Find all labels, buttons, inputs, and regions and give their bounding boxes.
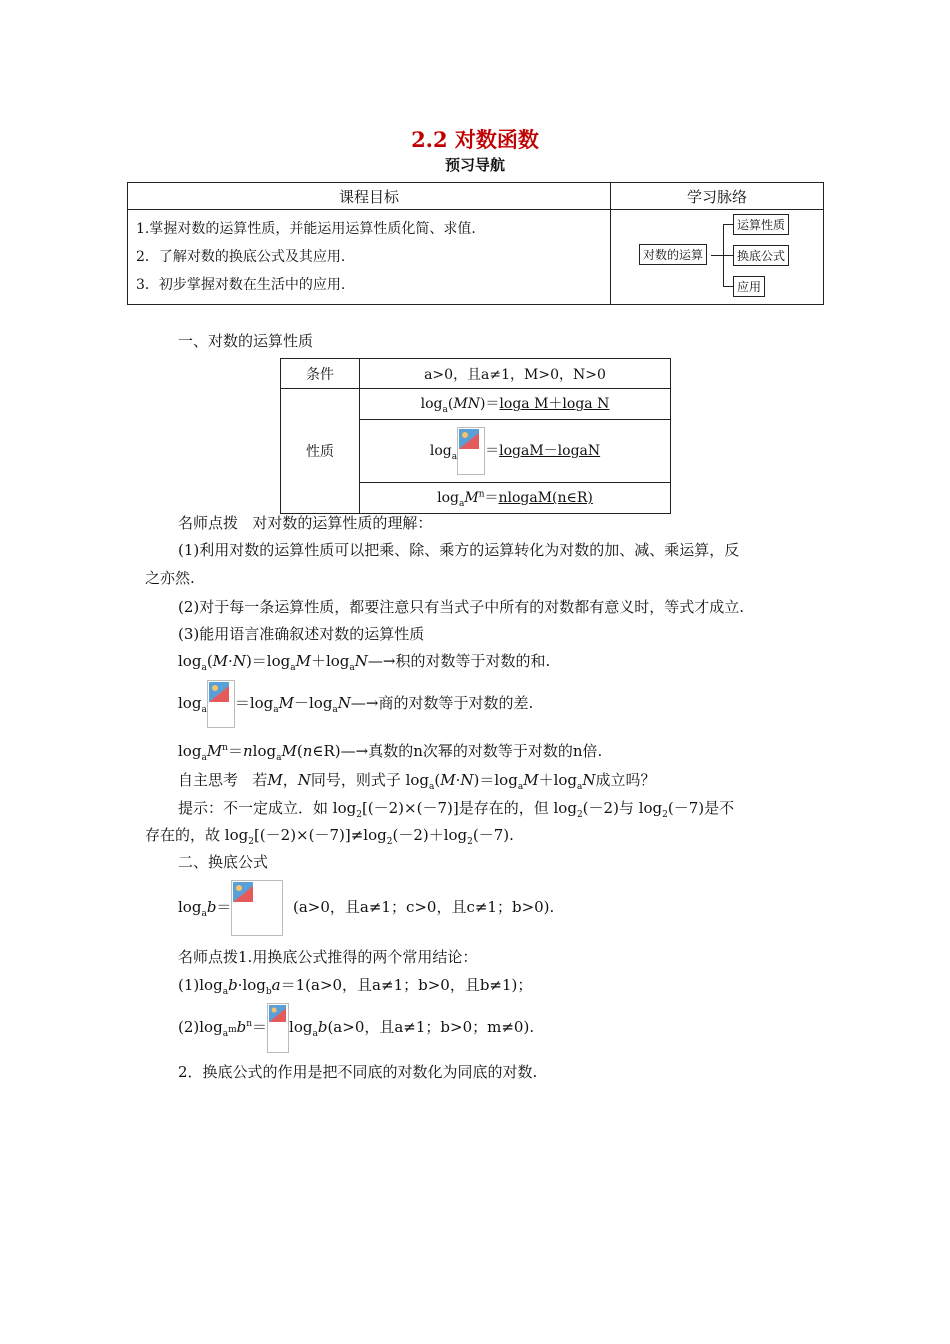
- rule-power: $\log_aM^n=nlog_aM(n\in R)—\to$真数的n次幂的对数等于对数的n倍.: [178, 742, 603, 763]
- note1-p3: (3)能用语言准确叙述对数的运算性质: [178, 625, 425, 643]
- hint-line-2: 存在的，故 $\log_2[(-2)\times(-7)]\ne\log_2(-2)+\log_2(-7)$.: [145, 826, 514, 847]
- change-base-formula: $\log_ab=$ (a>0，且a≠1；c>0，且c≠1；b>0).: [178, 880, 554, 936]
- prop-label: 性质: [281, 389, 360, 514]
- prop-2: $\log_a$ ＝logaM－logaN: [360, 420, 671, 483]
- concept-tree: [611, 210, 823, 304]
- cond-value: a>0，且a≠1，M>0，N>0: [360, 359, 671, 389]
- tree-child-2: 换底公式: [733, 245, 789, 266]
- note1-p2: (2)对于每一条运算性质，都要注意只有当式子中所有的对数都有意义时，等式才成立.: [178, 598, 745, 616]
- rule-product: $\log_a(M\cdot N)=\log_aM+\log_aN—\to$积的对数等于对数的和.: [178, 652, 551, 673]
- note1-intro: 名师点拨 对对数的运算性质的理解：: [178, 514, 433, 532]
- image-icon: [269, 1005, 286, 1022]
- note2-intro: 名师点拨1.用换底公式推得的两个常用结论：: [178, 948, 478, 966]
- note2-last: 2．换底公式的作用是把不同底的对数化为同底的对数.: [178, 1063, 538, 1081]
- prop-1: $\log_a(MN)=\log a$ M＋loga N: [360, 389, 671, 420]
- image-icon: [209, 682, 229, 702]
- hint-line-1: 提示：不一定成立．如 $\log_2[(-2)\times(-7)]$是存在的，但 $\log_2(-2)$与 $\log_2(-7)$是不: [178, 799, 735, 820]
- goal-1: 1.掌握对数的运算性质，并能运用运算性质化简、求值.: [136, 221, 476, 237]
- goals-cell: [128, 210, 611, 305]
- result-1: $(1)\log_ab\cdot\log_ba=1(a>0$，且a≠1；b>0，且b≠1)；: [178, 976, 533, 997]
- image-icon: [233, 882, 253, 902]
- prop-3: $\log_aM^n=nlogaM(n\in R)$: [360, 483, 671, 514]
- context-header: 学习脉络: [611, 183, 824, 210]
- note1-p1b: 之亦然.: [145, 569, 195, 587]
- page-title: 2.2 对数函数: [411, 127, 539, 152]
- fraction-image: [457, 427, 485, 475]
- section-2-heading: 二、换底公式: [178, 853, 269, 871]
- self-think: 自主思考 若M，N同号，则式子 $\log_a(M\cdot N)=\log_aM+\log_aN$成立吗？: [178, 771, 656, 792]
- context-cell: [611, 210, 824, 305]
- image-icon: [459, 429, 479, 449]
- fraction-image: [267, 1003, 289, 1053]
- goals-header: 课程目标: [128, 183, 611, 210]
- fraction-image: [207, 680, 235, 728]
- page-subtitle: 预习导航: [444, 156, 505, 174]
- rule-quotient: $\log_a$ $=\log_aM-\log_aN—\to$商的对数等于对数的差.: [178, 680, 533, 728]
- tree-root: 对数的运算: [639, 244, 707, 265]
- tree-child-1: 运算性质: [733, 214, 789, 235]
- goal-2: 2．了解对数的换底公式及其应用.: [136, 249, 346, 265]
- goal-3: 3．初步掌握对数在生活中的应用.: [136, 277, 346, 293]
- goals-table: [127, 182, 824, 305]
- fraction-image: [231, 880, 283, 936]
- tree-child-3: 应用: [733, 276, 765, 297]
- result-2: $(2)\log_{a^m}b^n=$ $\log_ab(a>0$，且a≠1；b>0；m≠0).: [178, 1003, 534, 1053]
- section-1-heading: 一、对数的运算性质: [178, 332, 314, 350]
- note1-p1a: (1)利用对数的运算性质可以把乘、除、乘方的运算转化为对数的加、减、乘运算，反: [178, 541, 740, 559]
- properties-table: [280, 358, 671, 514]
- cond-label: 条件: [281, 359, 360, 389]
